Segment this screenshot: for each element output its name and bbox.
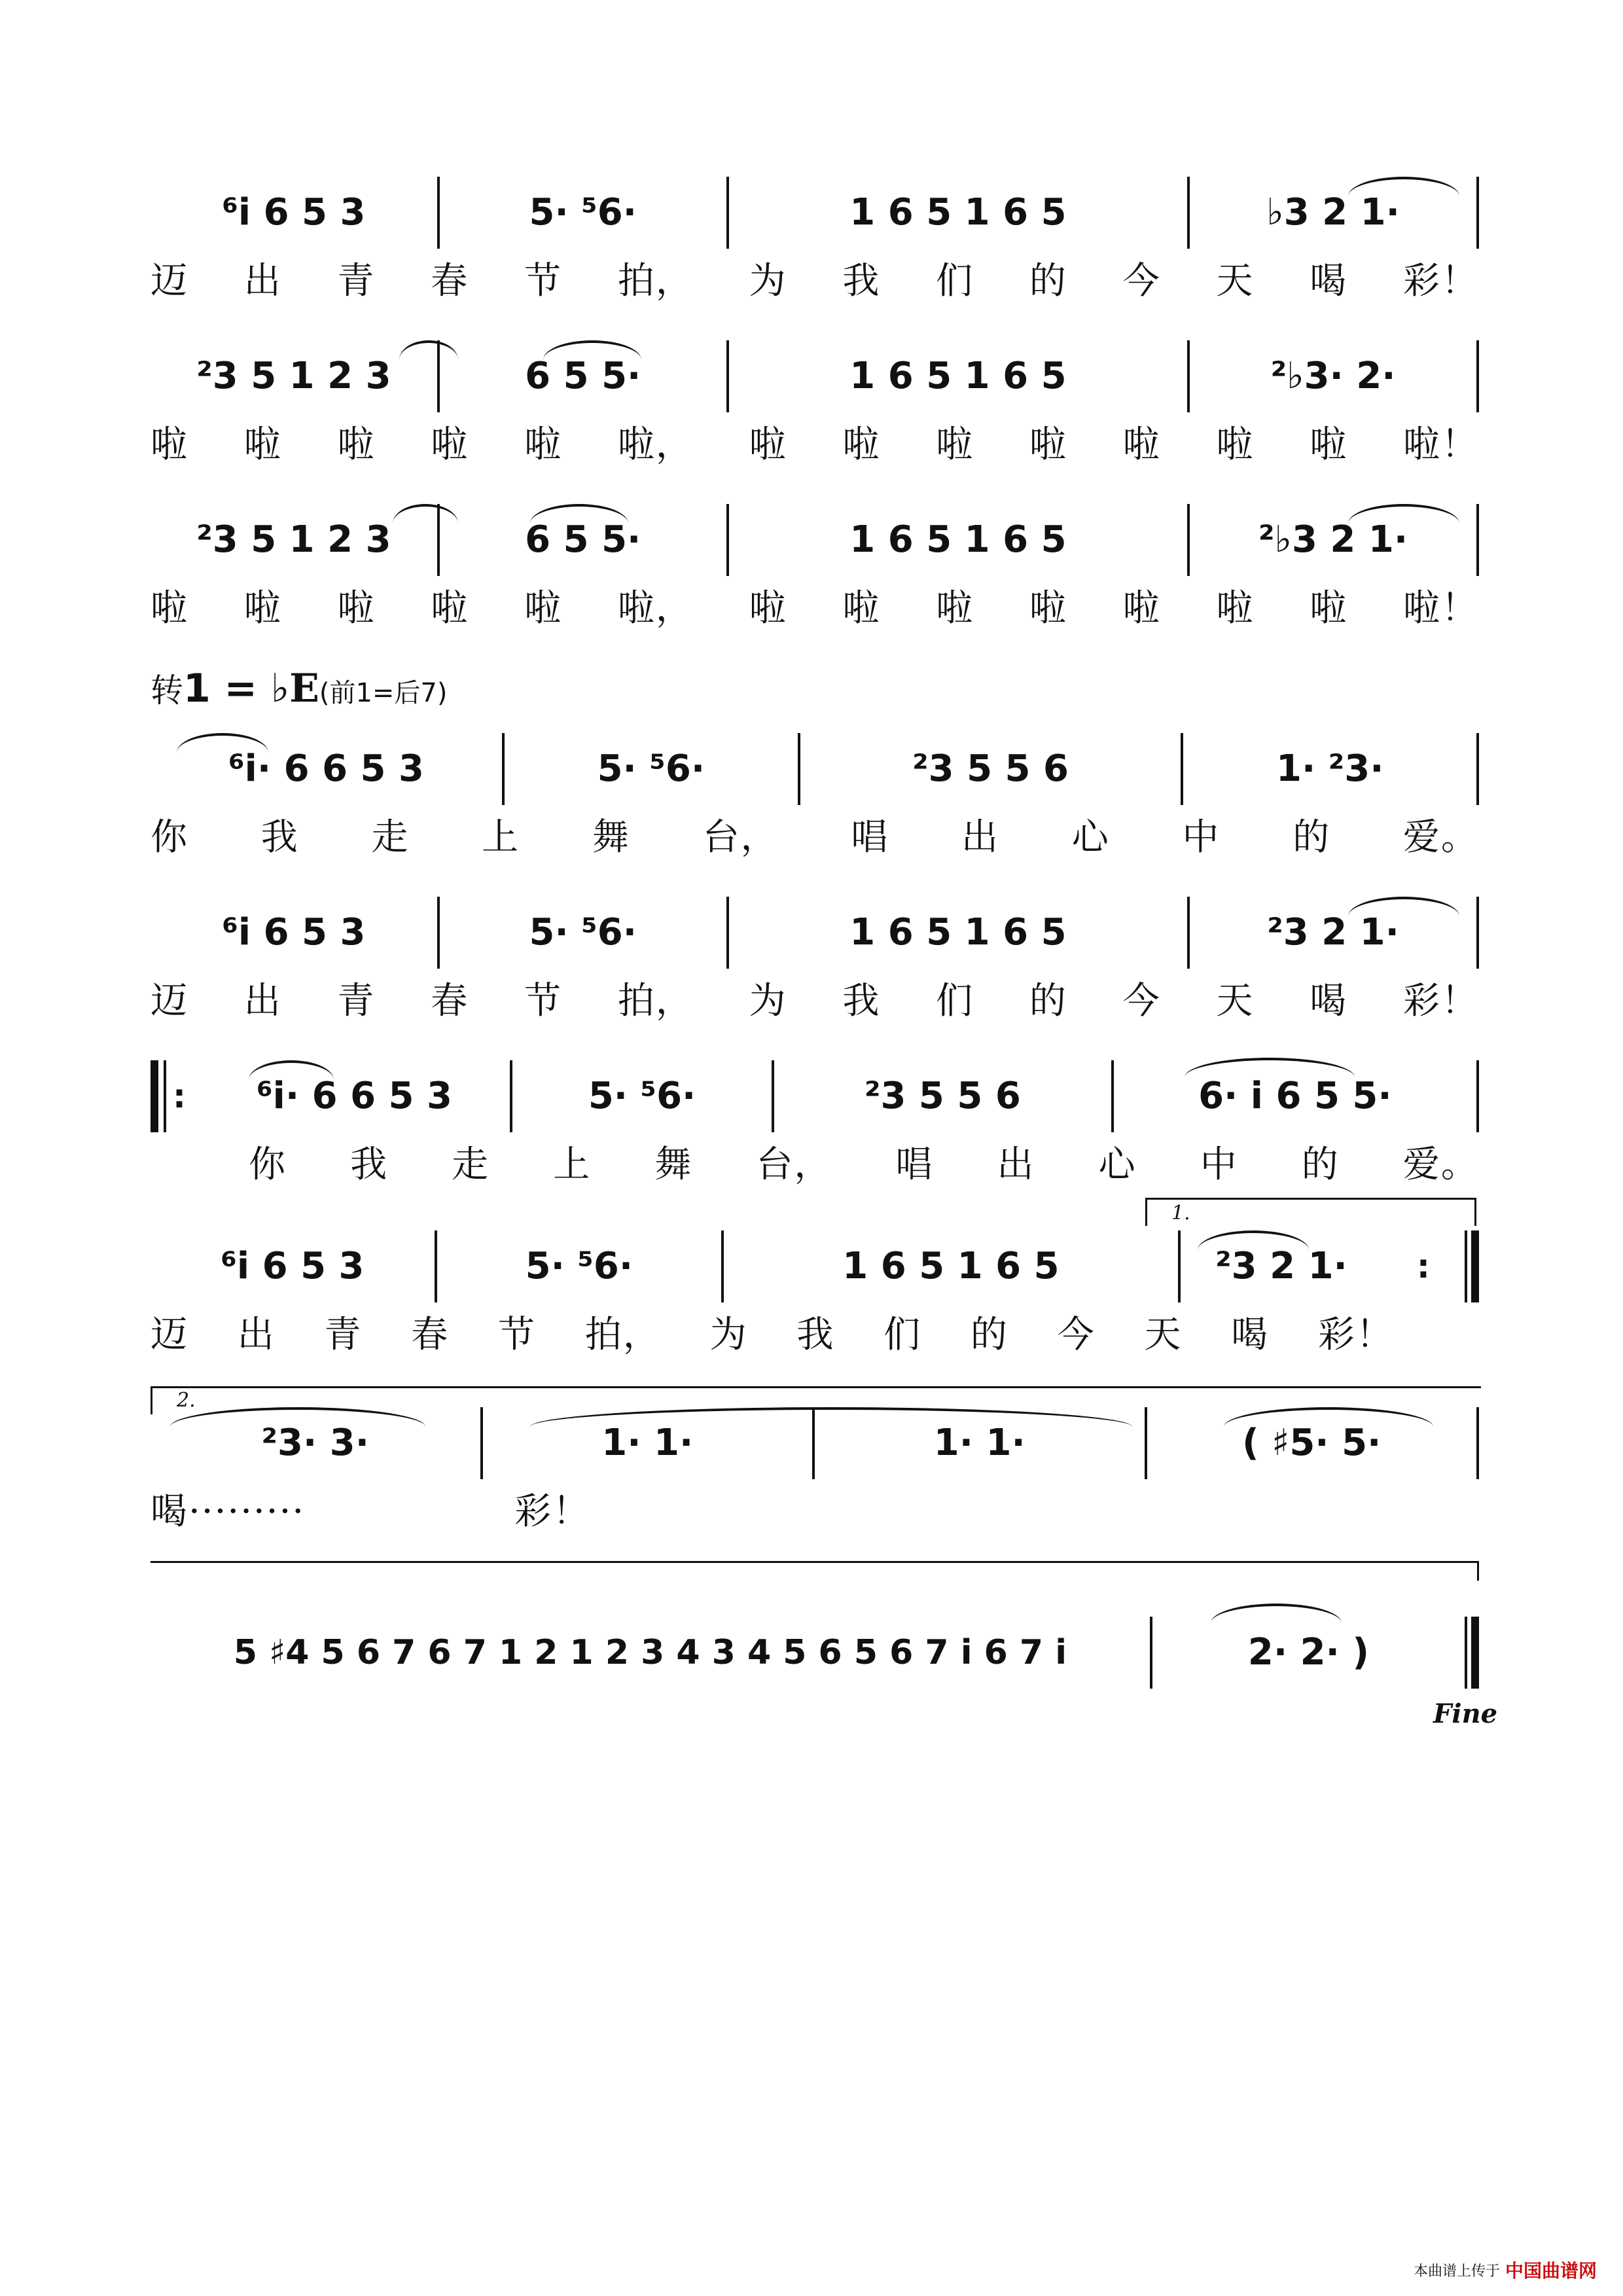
lyric: 春 bbox=[431, 260, 469, 302]
lyric: 彩！ bbox=[1402, 260, 1479, 302]
note-group: 5· ⁵6· bbox=[525, 1245, 633, 1287]
measure bbox=[151, 1230, 435, 1302]
barline bbox=[1476, 897, 1479, 969]
note-group: 1· ²3· bbox=[1275, 747, 1384, 790]
lyric: 迈 bbox=[151, 980, 188, 1022]
barline bbox=[1476, 1060, 1479, 1132]
lyric: 我 bbox=[796, 1314, 835, 1356]
separator-end-tick bbox=[1477, 1561, 1479, 1581]
lyric: 啦 bbox=[1029, 423, 1067, 466]
lyrics-row bbox=[249, 1139, 1479, 1191]
lyric: 啦 bbox=[151, 587, 188, 630]
measure bbox=[199, 1060, 510, 1132]
measure bbox=[1183, 733, 1476, 805]
lyric: 拍， bbox=[584, 1314, 661, 1356]
tie bbox=[1211, 1604, 1342, 1623]
lyric: 啦 bbox=[749, 587, 787, 630]
lyric: 啦 bbox=[842, 423, 881, 466]
note-group: ²♭3 2 1· bbox=[1258, 518, 1408, 561]
note-group: ²3 5 1 2 3 bbox=[196, 518, 391, 561]
lyric: 春 bbox=[431, 980, 469, 1022]
measure bbox=[774, 1060, 1111, 1132]
measure bbox=[729, 504, 1188, 576]
note-group: 6 5 5· bbox=[525, 355, 641, 397]
volta-2-number: 2. bbox=[177, 1389, 196, 1412]
modulation-note: (前1=后7) bbox=[319, 678, 448, 708]
lyric: 上 bbox=[482, 816, 520, 859]
lyric: 啦 bbox=[749, 423, 787, 466]
lyric: 啦 bbox=[151, 423, 188, 466]
measure bbox=[1152, 1617, 1465, 1689]
volta-1-bracket bbox=[1145, 1198, 1476, 1226]
lyric: 出 bbox=[961, 816, 1000, 859]
lyric: 走 bbox=[371, 816, 410, 859]
lyric: 今 bbox=[1122, 980, 1161, 1022]
lyric: 春 bbox=[411, 1314, 450, 1356]
lyric: 彩！ bbox=[1317, 1314, 1394, 1356]
measure bbox=[437, 1230, 721, 1302]
lyric: 心 bbox=[1071, 816, 1110, 859]
lyric: 爱。 bbox=[1402, 816, 1479, 859]
lyric: 今 bbox=[1122, 260, 1161, 302]
note-group: ♭3 2 1· bbox=[1266, 191, 1400, 234]
system-separator bbox=[151, 1561, 1479, 1563]
repeat-start-barline bbox=[151, 1060, 166, 1132]
lyric: 啦 bbox=[842, 587, 881, 630]
measure bbox=[151, 504, 437, 576]
lyric: 台， bbox=[756, 1143, 832, 1186]
note-group: ²3 5 1 2 3 bbox=[196, 355, 391, 397]
note-group: 1 6 5 1 6 5 bbox=[849, 911, 1067, 954]
lyric: 啦， bbox=[617, 423, 694, 466]
note-group: ⁶i· 6 6 5 3 bbox=[257, 1075, 452, 1117]
lyric: 喝 bbox=[1310, 980, 1348, 1022]
lyric: 我 bbox=[260, 816, 299, 859]
lyric: 啦 bbox=[1216, 423, 1255, 466]
key-letter: E bbox=[289, 666, 319, 711]
lyric: 我 bbox=[842, 980, 881, 1022]
note-group: ⁶i 6 5 3 bbox=[221, 1245, 365, 1287]
lyric: 走 bbox=[452, 1143, 490, 1186]
lyric: 出 bbox=[243, 260, 282, 302]
lyric: 喝 bbox=[1310, 260, 1348, 302]
lyric: 台， bbox=[702, 816, 779, 859]
lyric: 啦 bbox=[243, 587, 282, 630]
barline bbox=[1476, 733, 1479, 805]
lyrics-row bbox=[151, 812, 1479, 864]
lyric: 啦 bbox=[431, 423, 469, 466]
lyric: 啦 bbox=[936, 587, 974, 630]
notes-row bbox=[151, 897, 1479, 969]
final-barline bbox=[1465, 1617, 1479, 1689]
notes-row bbox=[151, 733, 1479, 805]
note-group: 5· ⁵6· bbox=[588, 1075, 696, 1117]
lyric: 唱 bbox=[851, 816, 889, 859]
lyric: 唱 bbox=[895, 1143, 934, 1186]
lyric: 心 bbox=[1098, 1143, 1137, 1186]
lyric: 们 bbox=[936, 260, 974, 302]
footer-text: 本曲谱上传于 bbox=[1413, 2263, 1500, 2280]
lyric: 迈 bbox=[151, 1314, 188, 1356]
lyric: 啦 bbox=[337, 423, 376, 466]
lyric: 啦 bbox=[524, 587, 563, 630]
lyric: 啦 bbox=[1310, 423, 1348, 466]
site-logo: 中国曲谱网 bbox=[1505, 2260, 1597, 2282]
measure bbox=[151, 340, 437, 412]
note-group: 1· 1· bbox=[601, 1422, 694, 1464]
lyrics-row bbox=[151, 975, 1479, 1028]
measure bbox=[1190, 340, 1476, 412]
note-group: 5 ♯4 5 6 7 6 7 1 2 1 2 3 4 3 4 5 6 5 6 7 i 6 7 i bbox=[233, 1633, 1067, 1672]
lyrics-row bbox=[151, 1309, 1394, 1361]
lyric: 的 bbox=[1301, 1143, 1340, 1186]
measure bbox=[512, 1060, 772, 1132]
lyric: 啦 bbox=[1122, 423, 1161, 466]
volta-1-number: 1. bbox=[1171, 1202, 1190, 1225]
lyric: 天 bbox=[1216, 260, 1255, 302]
lyric: 青 bbox=[337, 980, 376, 1022]
lyric: 啦 bbox=[1310, 587, 1348, 630]
repeat-end-barline bbox=[1465, 1230, 1479, 1302]
lyric: 啦！ bbox=[1402, 587, 1479, 630]
lyric: 今 bbox=[1057, 1314, 1096, 1356]
measure bbox=[729, 897, 1188, 969]
lyric: 我 bbox=[842, 260, 881, 302]
lyric: 迈 bbox=[151, 260, 188, 302]
lyric: 彩！ bbox=[1402, 980, 1479, 1022]
lyric: 出 bbox=[237, 1314, 276, 1356]
lyric: 节 bbox=[524, 260, 563, 302]
note-group: ⁶i 6 5 3 bbox=[222, 191, 366, 234]
note-group: 5· ⁵6· bbox=[529, 191, 637, 234]
lyric: 节 bbox=[498, 1314, 537, 1356]
lyric: 们 bbox=[883, 1314, 922, 1356]
measure bbox=[729, 340, 1188, 412]
note-group: ²3 5 5 6 bbox=[912, 747, 1069, 790]
flat-sign: ♭ bbox=[270, 666, 290, 711]
lyric: 啦 bbox=[1029, 587, 1067, 630]
note-group: 5· ⁵6· bbox=[529, 911, 637, 954]
lyric: 啦 bbox=[524, 423, 563, 466]
measure bbox=[151, 897, 437, 969]
lyric: 们 bbox=[936, 980, 974, 1022]
note-group: ²3· 3· bbox=[261, 1422, 369, 1464]
lyric: 节 bbox=[524, 980, 563, 1022]
lyrics-row bbox=[151, 419, 1479, 471]
note-group: ²3 2 1· bbox=[1215, 1245, 1347, 1287]
modulation-key: 1 = bbox=[183, 666, 271, 711]
lyrics-row bbox=[151, 255, 1479, 308]
note-group: ⁶i· 6 6 5 3 bbox=[228, 747, 424, 790]
modulation-prefix: 转 bbox=[151, 672, 183, 709]
note-group: ( ♯5· 5· bbox=[1242, 1422, 1382, 1464]
note-group: 1· 1· bbox=[933, 1422, 1026, 1464]
lyric: 舞 bbox=[654, 1143, 693, 1186]
measure bbox=[151, 1617, 1150, 1689]
measure bbox=[151, 177, 437, 249]
lyric: 出 bbox=[997, 1143, 1035, 1186]
barline bbox=[1476, 177, 1479, 249]
lyric: 中 bbox=[1182, 816, 1221, 859]
lyric: 啦 bbox=[431, 587, 469, 630]
lyric: 天 bbox=[1144, 1314, 1183, 1356]
lyric: 你 bbox=[249, 1143, 287, 1186]
measure bbox=[440, 897, 726, 969]
barline bbox=[1476, 340, 1479, 412]
note-group: ²3 2 1· bbox=[1267, 911, 1399, 954]
note-group: 2· 2· ) bbox=[1247, 1631, 1369, 1674]
notes-row bbox=[151, 504, 1479, 576]
repeat-dots: : bbox=[1416, 1247, 1430, 1285]
lyric: 啦 bbox=[243, 423, 282, 466]
lyric: 为 bbox=[749, 260, 787, 302]
lyric: 中 bbox=[1200, 1143, 1238, 1186]
lyric: 青 bbox=[324, 1314, 363, 1356]
lyric: 啦 bbox=[1122, 587, 1161, 630]
lyric: 天 bbox=[1216, 980, 1255, 1022]
measure bbox=[440, 177, 726, 249]
lyric: 出 bbox=[243, 980, 282, 1022]
lyric: 喝········· bbox=[151, 1490, 306, 1533]
lyric: 我 bbox=[350, 1143, 389, 1186]
lyric: 的 bbox=[970, 1314, 1008, 1356]
measure bbox=[729, 177, 1188, 249]
lyric: 为 bbox=[749, 980, 787, 1022]
fine-mark: Fine bbox=[1433, 1698, 1498, 1729]
note-group: 6· i 6 5 5· bbox=[1198, 1075, 1392, 1117]
lyrics-row bbox=[151, 1486, 1479, 1538]
lyric: 上 bbox=[553, 1143, 592, 1186]
note-group: 6 5 5· bbox=[525, 518, 641, 561]
notes-row bbox=[151, 340, 1479, 412]
lyric: 拍， bbox=[617, 980, 694, 1022]
lyric: 爱。 bbox=[1402, 1143, 1479, 1186]
lyric: 啦！ bbox=[1402, 423, 1479, 466]
note-group: 1 6 5 1 6 5 bbox=[842, 1245, 1060, 1287]
measure bbox=[505, 733, 798, 805]
measure bbox=[724, 1230, 1178, 1302]
barline bbox=[1476, 1407, 1479, 1479]
lyric: 为 bbox=[709, 1314, 748, 1356]
lyric: 的 bbox=[1293, 816, 1331, 859]
lyric: 啦 bbox=[936, 423, 974, 466]
repeat-dots: : bbox=[173, 1077, 186, 1115]
notes-row bbox=[151, 177, 1479, 249]
lyric: 啦， bbox=[617, 587, 694, 630]
lyric: 彩！ bbox=[514, 1490, 591, 1533]
note-group: 5· ⁵6· bbox=[597, 747, 705, 790]
note-group: ⁶i 6 5 3 bbox=[222, 911, 366, 954]
barline bbox=[1476, 504, 1479, 576]
lyric: 舞 bbox=[592, 816, 630, 859]
lyric: 啦 bbox=[337, 587, 376, 630]
note-group: 1 6 5 1 6 5 bbox=[849, 355, 1067, 397]
note-group: 1 6 5 1 6 5 bbox=[849, 191, 1067, 234]
lyric: 的 bbox=[1029, 980, 1067, 1022]
notes-row bbox=[151, 1617, 1479, 1689]
note-group: 1 6 5 1 6 5 bbox=[849, 518, 1067, 561]
lyric: 青 bbox=[337, 260, 376, 302]
note-group: ²♭3· 2· bbox=[1270, 355, 1396, 397]
lyric: 喝 bbox=[1231, 1314, 1270, 1356]
lyric: 啦 bbox=[1216, 587, 1255, 630]
lyric: 的 bbox=[1029, 260, 1067, 302]
measure bbox=[800, 733, 1181, 805]
lyric: 拍， bbox=[617, 260, 694, 302]
lyric: 你 bbox=[151, 816, 188, 859]
note-group: ²3 5 5 6 bbox=[864, 1075, 1021, 1117]
lyrics-row bbox=[151, 583, 1479, 635]
modulation-heading bbox=[151, 664, 447, 711]
footer-watermark bbox=[1414, 2257, 1597, 2283]
